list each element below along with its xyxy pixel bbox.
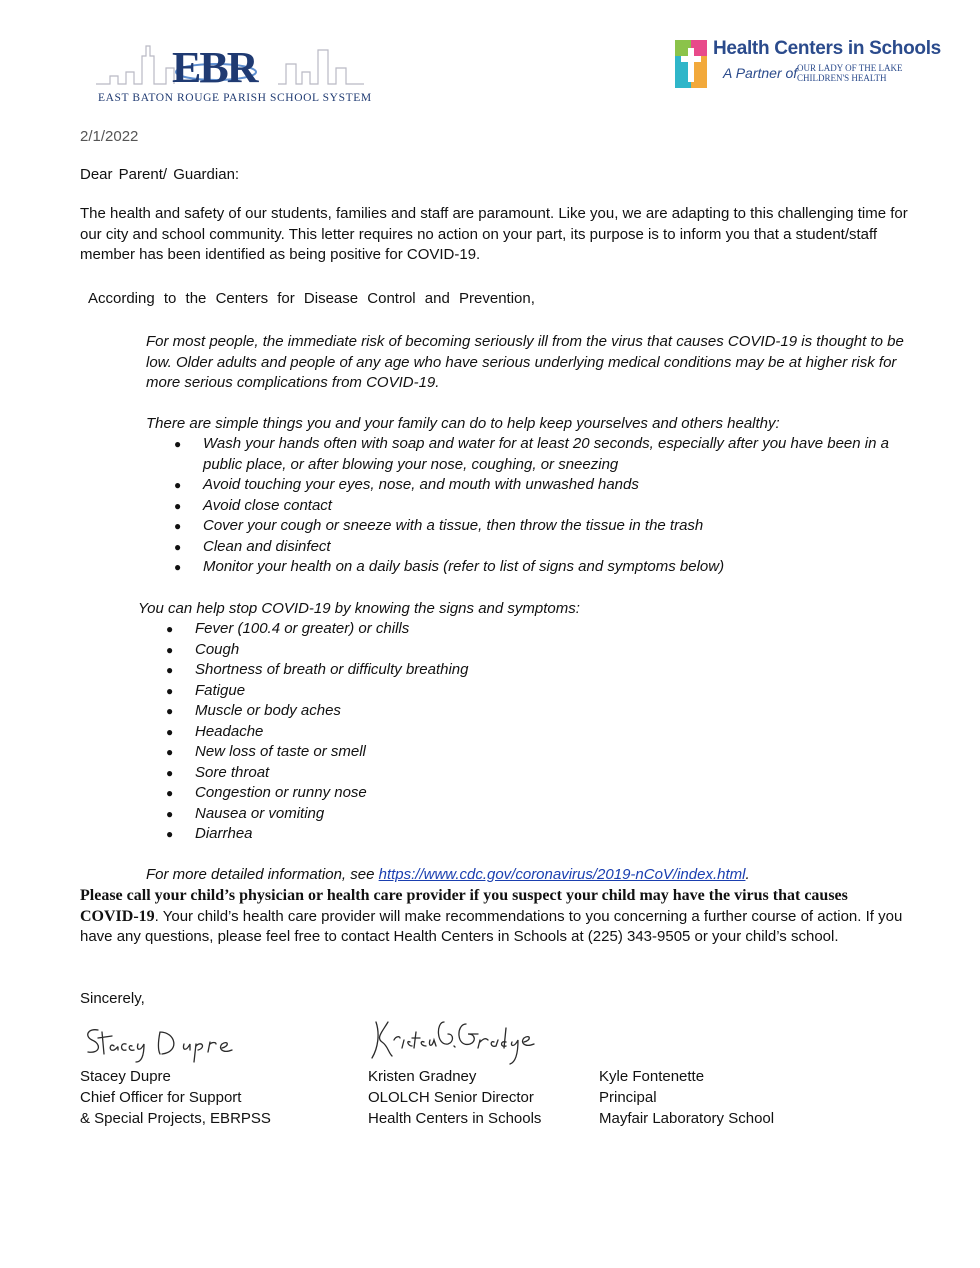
call-emphasis: Please call your child’s physician or health care provider if you suspect your child may have the virus that causes COVID-19: [80, 887, 848, 925]
bullet-icon: ●: [166, 622, 174, 636]
list-item: ● Nausea or vomiting: [195, 804, 695, 825]
list-item: ● Shortness of breath or difficulty breathing: [195, 660, 695, 681]
list-item: ● Headache: [195, 722, 695, 743]
bullet-icon: ●: [174, 478, 182, 492]
list-item: ● Sore throat: [195, 763, 695, 784]
signatory-stacey-dupre: [80, 1066, 271, 1129]
bullet-icon: ●: [166, 724, 174, 739]
list-item: ● Congestion or runny nose: [195, 783, 695, 804]
signatory-name: Stacey Dupre: [80, 1068, 171, 1085]
cdc-link[interactable]: https://www.cdc.gov/coronavirus/2019-nCoV/index.html: [378, 866, 746, 883]
bullet-icon: ●: [166, 806, 174, 821]
bullet-icon: ●: [166, 683, 174, 698]
list-item: ● New loss of taste or smell: [195, 742, 695, 763]
bullet-icon: ●: [174, 437, 182, 451]
bullet-icon: ●: [166, 704, 174, 718]
bullet-icon: ●: [166, 642, 174, 657]
signatory-title: Mayfair Laboratory School: [599, 1110, 775, 1127]
intro-paragraph: The health and safety of our students, families and staff are paramount. Like you, we are adapting to this challenging time for our city and school community. This letter requires no action on your part, its purpose is to inform you that a student/staff member has been identified as being positive for COVID-19.: [80, 205, 908, 263]
bullet-icon: ●: [166, 765, 174, 780]
bullet-icon: ●: [166, 745, 174, 759]
simple-things-intro: There are simple things you and your family can do to help keep yourselves and others healthy:: [146, 415, 780, 432]
signatory-kristen-gradney: [368, 1066, 541, 1129]
signatory-title: Chief Officer for Support: [80, 1089, 242, 1106]
bullet-icon: ●: [166, 827, 174, 841]
signatory-title: & Special Projects, EBRPSS: [80, 1110, 271, 1127]
more-info: For more detailed information, see https://www.cdc.gov/coronavirus/2019-nCoV/index.html.: [146, 866, 750, 883]
hcs-partner-text: A Partner of: [723, 65, 798, 81]
ebr-wordmark: EBR: [172, 43, 257, 92]
signatory-title: Principal: [599, 1089, 657, 1106]
cdc-intro: According to the Centers for Disease Control and Prevention,: [88, 290, 535, 307]
ebr-logo: [96, 38, 372, 108]
prevention-list: [174, 434, 903, 578]
bullet-icon: ●: [174, 539, 182, 554]
signatory-name: Kyle Fontenette: [599, 1068, 705, 1085]
call-paragraph: Please call your child’s physician or health care provider if you suspect your child may have the virus that causes COVID-19. Your child’s health care provider will make recommendations to you concerning a further course of action. If you have any questions, please feel free to contact Health Centers in Schools at (225) 343-9505 or your child’s school.: [80, 887, 903, 945]
bullet-icon: ●: [174, 560, 182, 574]
list-item: ● Muscle or body aches: [195, 701, 695, 722]
list-item: ● Monitor your health on a daily basis (refer to list of signs and symptoms below): [203, 557, 903, 578]
signatory-name: Kristen Gradney: [368, 1068, 477, 1085]
list-item: ● Avoid touching your eyes, nose, and mouth with unwashed hands: [203, 475, 903, 496]
signatory-title: OLOLCH Senior Director: [368, 1089, 534, 1106]
ebr-subtitle: EAST BATON ROUGE PARISH SCHOOL SYSTEM: [98, 92, 372, 104]
list-item: ● Cough: [195, 640, 695, 661]
bullet-icon: ●: [166, 786, 174, 800]
letter-date: 2/1/2022: [80, 128, 139, 145]
closing: Sincerely,: [80, 990, 145, 1007]
cross-badge-icon: [675, 40, 709, 90]
bullet-icon: ●: [174, 498, 182, 513]
signatory-title: Health Centers in Schools: [368, 1110, 542, 1127]
list-item: ● Avoid close contact: [203, 496, 903, 517]
list-item: ● Wash your hands often with soap and water for at least 20 seconds, especially after you have been in a public place, or after blowing your nose, coughing, or sneezing: [174, 435, 889, 473]
list-item: ● Fatigue: [195, 681, 695, 702]
cdc-quote: For most people, the immediate risk of becoming seriously ill from the virus that causes COVID-19 is thought to be low. Older adults and people of any age who have serious underlying medical conditions may be at higher risk for more serious complications from COVID-19.: [146, 333, 904, 391]
hcs-logo: [675, 38, 941, 92]
bullet-icon: ●: [166, 663, 174, 677]
list-item: ● Diarrhea: [195, 824, 695, 845]
symptoms-list: [166, 619, 695, 845]
signature-stacey-dupre: [80, 1016, 240, 1066]
salutation: Dear Parent/ Guardian:: [80, 166, 240, 183]
signature-kristen-gradney: [366, 1012, 546, 1068]
list-item: ● Cover your cough or sneeze with a tissue, then throw the tissue in the trash: [203, 516, 903, 537]
hcs-partner-org: OUR LADY OF THE LAKE CHILDREN'S HEALTH: [797, 63, 903, 83]
list-item: ● Clean and disinfect: [203, 537, 903, 558]
symptoms-intro: You can help stop COVID-19 by knowing the signs and symptoms:: [138, 600, 580, 617]
list-item: ● Fever (100.4 or greater) or chills: [195, 619, 695, 640]
hcs-title: Health Centers in Schools: [713, 38, 941, 59]
bullet-icon: ●: [174, 519, 182, 533]
signatory-kyle-fontenette: [599, 1066, 774, 1129]
